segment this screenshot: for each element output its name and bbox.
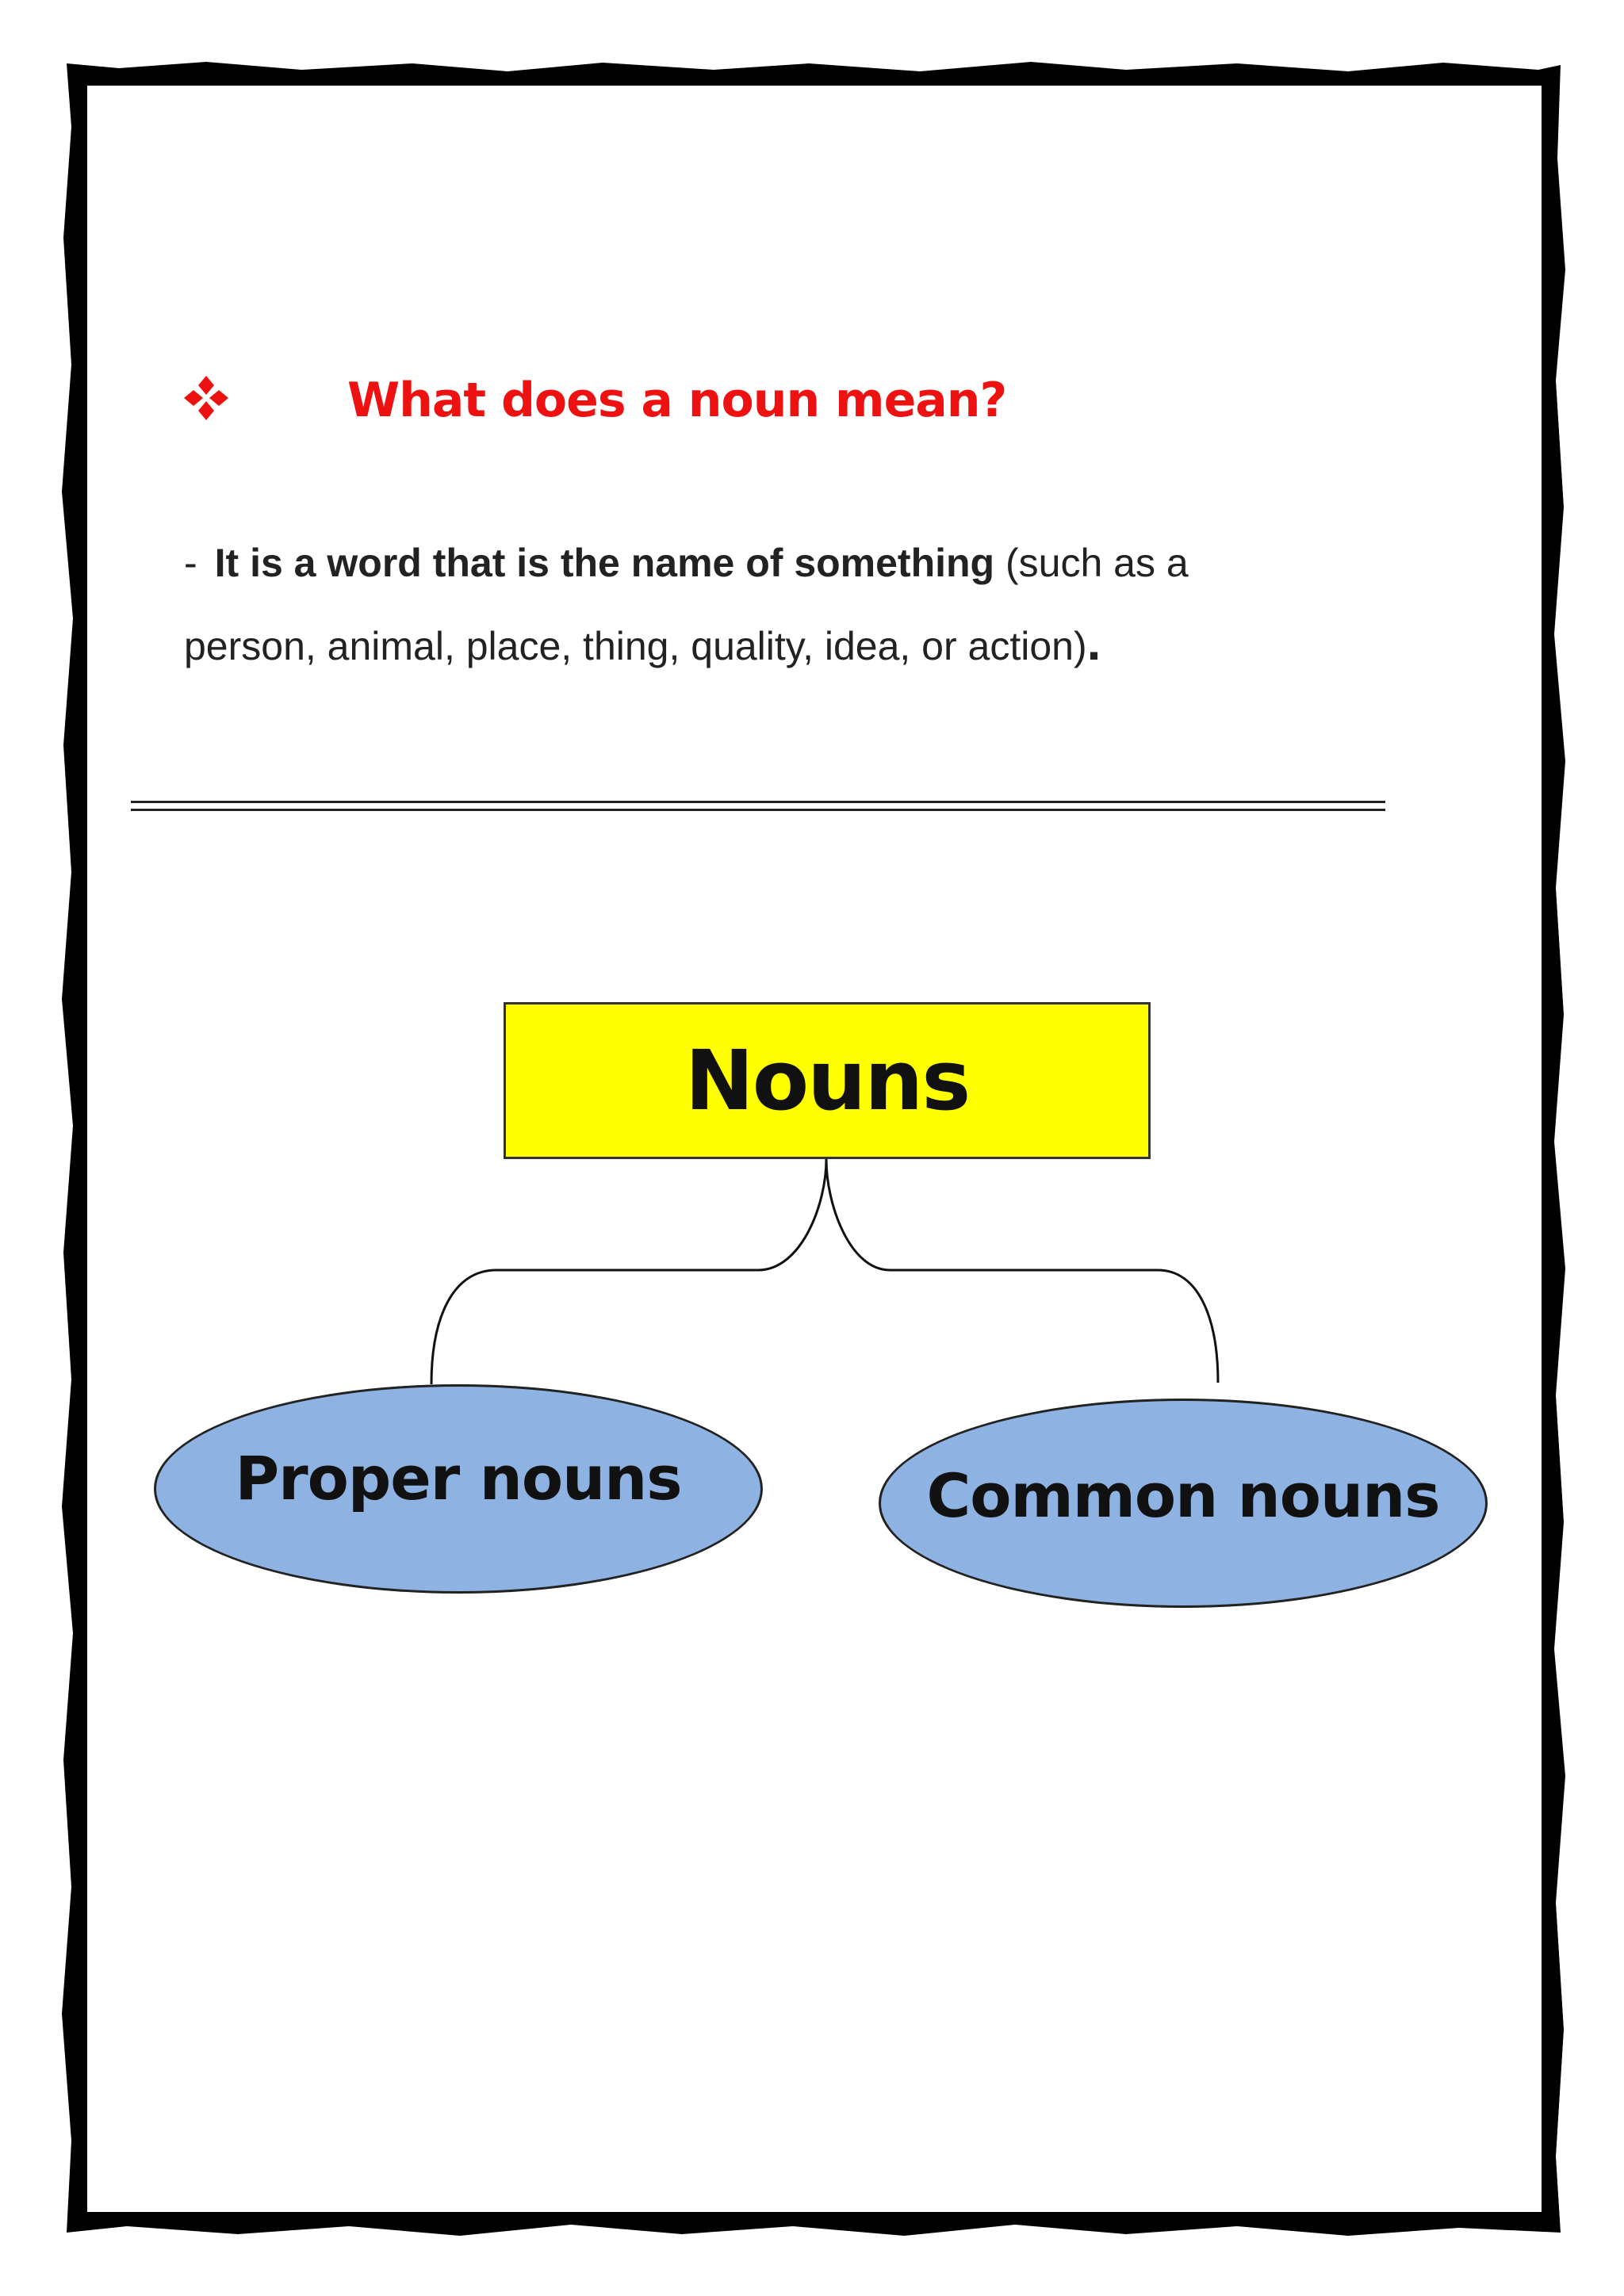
proper-nouns-label: Proper nouns	[235, 1442, 682, 1513]
heading-title: What does a noun mean?	[347, 373, 1007, 428]
definition-dash: -	[184, 541, 197, 585]
connector-to-common-nouns	[826, 1159, 1218, 1383]
nouns-root-box	[504, 1002, 1151, 1159]
common-nouns-oval	[879, 1399, 1488, 1608]
definition-rest-line2: person, animal, place, thing, quality, idea, or action)	[184, 624, 1087, 668]
nouns-root-label: Nouns	[684, 1032, 970, 1129]
definition-end-period: .	[1086, 614, 1101, 671]
proper-nouns-oval	[154, 1384, 763, 1594]
definition-rest-line1: (such as a	[994, 541, 1189, 585]
definition-bold-text: It is a word that is the name of something	[214, 541, 995, 585]
common-nouns-label: Common nouns	[926, 1460, 1440, 1531]
connector-to-proper-nouns	[431, 1159, 826, 1384]
